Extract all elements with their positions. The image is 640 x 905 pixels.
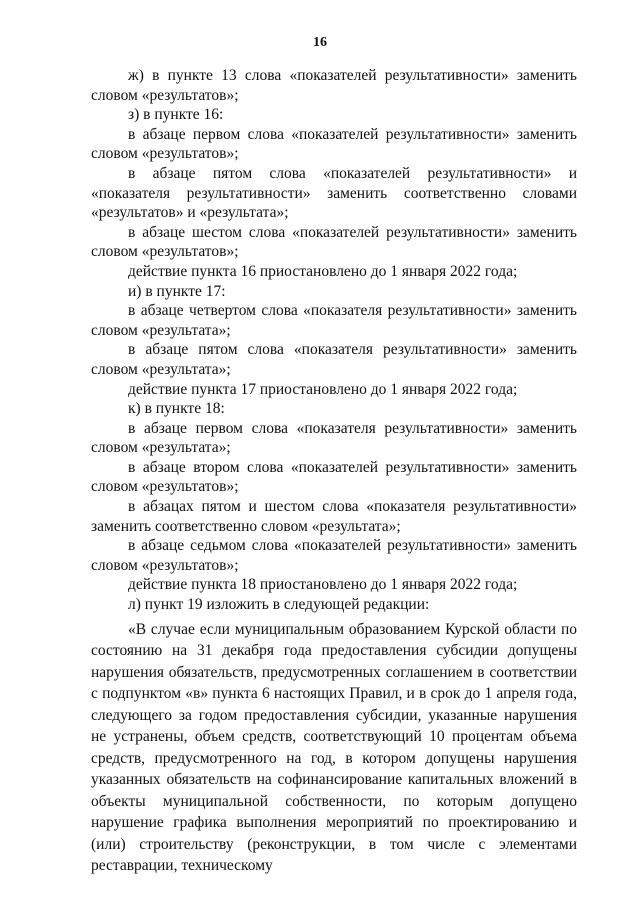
paragraph-i: и) в пункте 17: <box>128 282 226 300</box>
paragraph-zh: ж) в пункте 13 слова «показателей результативности» заменить словом «результатов»; <box>91 67 577 104</box>
paragraph-18-2: в абзаце втором слова «показателей результативности» заменить словом «результатов»; <box>91 458 577 496</box>
paragraph-k: к) в пункте 18: <box>128 400 225 418</box>
paragraph-18-1: в абзаце первом слова «показателя результативности» заменить словом «результата»; <box>91 419 577 457</box>
paragraph-17-4: в абзаце четвертом слова «показателя результативности» заменить словом «результата»; <box>91 302 577 339</box>
paragraph-18-5-6: в абзацах пятом и шестом слова «показателя результативности» заменить соответственно словом «результата»; <box>91 498 577 535</box>
document-body <box>91 66 577 877</box>
quoted-paragraph-19: «В случае если муниципальным образованием Курской области по состоянию на 31 декабря года предоставления субсидии допущены нарушения обязательств, предусмотренных соглашением в соответствии с подпунктом «в» пункта 6 настоящих Правил, и в срок до 1 апреля года, следующего за годом предоставления субсидии, указанные нарушения не устранены, объем средств, соответствующий 10 процентам объема средств, предусмотренного на год, в котором допущены нарушения указанных обязательств на софинансирование капитальных вложений в объекты муниципальной собственности, по которым допущено нарушение графика выполнения мероприятий по проектированию и (или) строительству (реконструкции, в том числе с элементами реставрации, техническому <box>91 620 577 875</box>
paragraph-16-suspended: действие пункта 16 приостановлено до 1 января 2022 года; <box>128 262 518 280</box>
page-number: 16 <box>313 35 327 50</box>
paragraph-z: з) в пункте 16: <box>128 106 224 124</box>
paragraph-16-6: в абзаце шестом слова «показателей результативности» заменить словом «результатов»; <box>91 223 577 261</box>
paragraph-17-suspended: действие пункта 17 приостановлено до 1 января 2022 года; <box>128 380 518 398</box>
paragraph-16-5: в абзаце пятом слова «показателей результативности» и «показателя результативности» заменить соответственно словами «результатов» и «результата»; <box>91 164 577 222</box>
paragraph-18-7: в абзаце седьмом слова «показателей результативности» заменить словом «результатов»; <box>91 537 577 574</box>
paragraph-16-1: в абзаце первом слова «показателей результативности» заменить словом «результатов»; <box>91 125 577 163</box>
paragraph-l: л) пункт 19 изложить в следующей редакции: <box>128 596 430 614</box>
paragraph-17-5: в абзаце пятом слова «показателя результативности» заменить словом «результата»; <box>91 341 577 378</box>
paragraph-18-suspended: действие пункта 18 приостановлено до 1 января 2022 года; <box>128 576 518 594</box>
